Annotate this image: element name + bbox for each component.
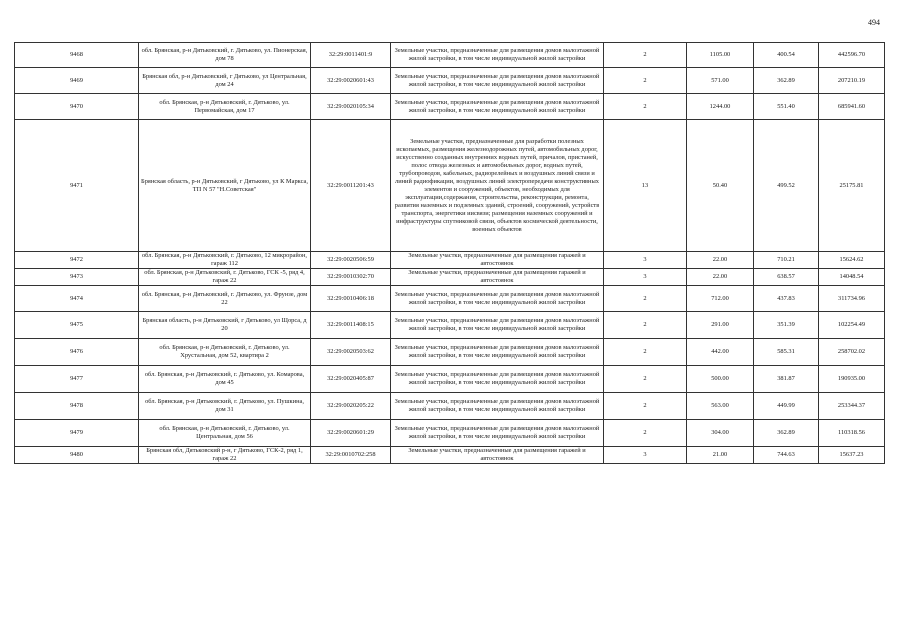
- group-cell: 2: [604, 339, 687, 366]
- area-cell: 1244.00: [687, 94, 754, 120]
- row-number-cell: 9470: [15, 94, 139, 120]
- area-cell: 21.00: [687, 447, 754, 464]
- table-row: [15, 94, 885, 120]
- cadastral-number-cell: 32:29:0020205:22: [311, 393, 391, 420]
- table-row: [15, 312, 885, 339]
- rate-cell: 638.57: [754, 269, 819, 286]
- land-use-cell: Земельные участки, предназначенные для размещения гаражей и автостоянок: [391, 252, 604, 269]
- address-cell: Брянская обл, р-н Дятьковский, г Дятьково, ул Центральная, дом 24: [139, 68, 311, 94]
- land-use-cell: Земельные участки, предназначенные для размещения домов малоэтажной жилой застройки, в том числе индивидуальной жилой застройки: [391, 420, 604, 447]
- cadastral-value-cell: 258702.02: [819, 339, 885, 366]
- row-number-cell: 9474: [15, 286, 139, 312]
- rate-cell: 551.40: [754, 94, 819, 120]
- cadastral-value-cell: 14048.54: [819, 269, 885, 286]
- rate-cell: 499.52: [754, 120, 819, 252]
- row-number-cell: 9476: [15, 339, 139, 366]
- table-row: [15, 252, 885, 269]
- rate-cell: 400.54: [754, 43, 819, 68]
- land-use-cell: Земельные участки, предназначенные для размещения домов малоэтажной жилой застройки, в том числе индивидуальной жилой застройки: [391, 68, 604, 94]
- land-use-cell: Земельные участки, предназначенные для размещения домов малоэтажной жилой застройки, в том числе индивидуальной жилой застройки: [391, 43, 604, 68]
- group-cell: 3: [604, 447, 687, 464]
- land-use-cell: Земельные участки, предназначенные для разработки полезных ископаемых, размещения железнодорожных путей, автомобильных дорог, искусственно созданных внутренних водных путей, причалов, пристаней, полос отвода железных и автомобильных дорог, водных путей, трубопроводов, кабельных, радиорелейных и воздушных линий связи и линий радиофикации, воздушных линий электропередачи конструктивных элементов и сооружений, объектов, необходимых для эксплуатации,содержания, строительства, реконструкции, ремонта, развития наземных и подземных зданий, строений, сооружений, устройств транспорта, энергетики иисвязи; размещения наземных сооружений и инфраструктуры спутниковой связи, объектов космической деятельности, военных объектов: [391, 120, 604, 252]
- cadastral-value-cell: 110318.56: [819, 420, 885, 447]
- cadastral-number-cell: 32:29:0010302:70: [311, 269, 391, 286]
- rate-cell: 710.21: [754, 252, 819, 269]
- area-cell: 712.00: [687, 286, 754, 312]
- address-cell: обл. Брянская, р-н Дятьковский, г. Дятьково, ул. Хрустальная, дом 52, квартира 2: [139, 339, 311, 366]
- table-row: [15, 447, 885, 464]
- group-cell: 2: [604, 393, 687, 420]
- address-cell: обл. Брянская, р-н Дятьковский, г. Дятьково, ул. Центральная, дом 56: [139, 420, 311, 447]
- cadastral-register-table: [14, 42, 885, 464]
- area-cell: 571.00: [687, 68, 754, 94]
- rate-cell: 449.99: [754, 393, 819, 420]
- address-cell: обл. Брянская, р-н Дятьковский, г. Дятьково, ул. Пионерская, дом 78: [139, 43, 311, 68]
- land-use-cell: Земельные участки, предназначенные для размещения домов малоэтажной жилой застройки, в том числе индивидуальной жилой застройки: [391, 312, 604, 339]
- cadastral-value-cell: 685941.60: [819, 94, 885, 120]
- area-cell: 291.00: [687, 312, 754, 339]
- group-cell: 2: [604, 366, 687, 393]
- cadastral-number-cell: 32:29:0020105:34: [311, 94, 391, 120]
- group-cell: 2: [604, 43, 687, 68]
- area-cell: 500.00: [687, 366, 754, 393]
- land-use-cell: Земельные участки, предназначенные для размещения домов малоэтажной жилой застройки, в том числе индивидуальной жилой застройки: [391, 366, 604, 393]
- address-cell: обл. Брянская, р-н Дятьковский, г. Дятьково, ул. Первомайская, дом 17: [139, 94, 311, 120]
- cadastral-value-cell: 15624.62: [819, 252, 885, 269]
- row-number-cell: 9472: [15, 252, 139, 269]
- group-cell: 13: [604, 120, 687, 252]
- cadastral-number-cell: 32:29:0011401:9: [311, 43, 391, 68]
- row-number-cell: 9478: [15, 393, 139, 420]
- cadastral-number-cell: 32:29:0010406:18: [311, 286, 391, 312]
- land-use-cell: Земельные участки, предназначенные для размещения гаражей и автостоянок: [391, 269, 604, 286]
- row-number-cell: 9473: [15, 269, 139, 286]
- table-row: [15, 269, 885, 286]
- cadastral-value-cell: 25175.81: [819, 120, 885, 252]
- table-row: [15, 393, 885, 420]
- land-use-cell: Земельные участки, предназначенные для размещения домов малоэтажной жилой застройки, в том числе индивидуальной жилой застройки: [391, 339, 604, 366]
- area-cell: 1105.00: [687, 43, 754, 68]
- table-row: [15, 420, 885, 447]
- table-row: [15, 366, 885, 393]
- cadastral-value-cell: 253344.37: [819, 393, 885, 420]
- rate-cell: 381.87: [754, 366, 819, 393]
- address-cell: обл. Брянская, р-н Дятьковский, г. Дятьково, ул. Комарова, дом 45: [139, 366, 311, 393]
- land-use-cell: Земельные участки, предназначенные для размещения гаражей и автостоянок: [391, 447, 604, 464]
- row-number-cell: 9479: [15, 420, 139, 447]
- cadastral-number-cell: 32:29:0011408:15: [311, 312, 391, 339]
- rate-cell: 362.89: [754, 420, 819, 447]
- address-cell: Брянская обл, Дятьковский р-н, г Дятьково, ГСК-2, ряд 1, гараж 22: [139, 447, 311, 464]
- group-cell: 2: [604, 94, 687, 120]
- group-cell: 2: [604, 312, 687, 339]
- cadastral-number-cell: 32:29:0020506:59: [311, 252, 391, 269]
- address-cell: обл. Брянская, р-н Дятьковский, г. Дятьково, ул. Пушкина, дом 31: [139, 393, 311, 420]
- address-cell: обл. Брянская, р-н Дятьковский, г. Дятьково, ГСК -5, ряд 4, гараж 22: [139, 269, 311, 286]
- cadastral-number-cell: 32:29:0020601:29: [311, 420, 391, 447]
- cadastral-value-cell: 15637.23: [819, 447, 885, 464]
- row-number-cell: 9468: [15, 43, 139, 68]
- cadastral-value-cell: 190935.00: [819, 366, 885, 393]
- table-row: [15, 286, 885, 312]
- rate-cell: 744.63: [754, 447, 819, 464]
- group-cell: 3: [604, 269, 687, 286]
- rate-cell: 585.31: [754, 339, 819, 366]
- cadastral-number-cell: 32:29:0020503:62: [311, 339, 391, 366]
- rate-cell: 437.83: [754, 286, 819, 312]
- cadastral-value-cell: 442596.70: [819, 43, 885, 68]
- cadastral-value-cell: 207210.19: [819, 68, 885, 94]
- row-number-cell: 9477: [15, 366, 139, 393]
- address-cell: обл. Брянская, р-н Дятьковский, г. Дятьково, ул. Фрунзе, дом 22: [139, 286, 311, 312]
- row-number-cell: 9475: [15, 312, 139, 339]
- table-row: [15, 120, 885, 252]
- table-row: [15, 68, 885, 94]
- table-row: [15, 43, 885, 68]
- land-use-cell: Земельные участки, предназначенные для размещения домов малоэтажной жилой застройки, в том числе индивидуальной жилой застройки: [391, 94, 604, 120]
- area-cell: 442.00: [687, 339, 754, 366]
- address-cell: Брянская область, р-н Дятьковский, г Дятьково, ул К Маркса, ТП N 57 "Н.Советская": [139, 120, 311, 252]
- area-cell: 22.00: [687, 252, 754, 269]
- rate-cell: 351.39: [754, 312, 819, 339]
- area-cell: 22.00: [687, 269, 754, 286]
- area-cell: 50.40: [687, 120, 754, 252]
- area-cell: 304.00: [687, 420, 754, 447]
- land-use-cell: Земельные участки, предназначенные для размещения домов малоэтажной жилой застройки, в том числе индивидуальной жилой застройки: [391, 286, 604, 312]
- cadastral-number-cell: 32:29:0010702:258: [311, 447, 391, 464]
- rate-cell: 362.89: [754, 68, 819, 94]
- cadastral-value-cell: 102254.49: [819, 312, 885, 339]
- row-number-cell: 9471: [15, 120, 139, 252]
- address-cell: обл. Брянская, р-н Дятьковский, г. Дятьково, 12 микрорайон, гараж 112: [139, 252, 311, 269]
- row-number-cell: 9480: [15, 447, 139, 464]
- table-row: [15, 339, 885, 366]
- group-cell: 2: [604, 420, 687, 447]
- address-cell: Брянская область, р-н Дятьковский, г Дятьково, ул Щорса, д 20: [139, 312, 311, 339]
- area-cell: 563.00: [687, 393, 754, 420]
- cadastral-number-cell: 32:29:0020405:87: [311, 366, 391, 393]
- group-cell: 2: [604, 286, 687, 312]
- cadastral-value-cell: 311734.96: [819, 286, 885, 312]
- row-number-cell: 9469: [15, 68, 139, 94]
- cadastral-number-cell: 32:29:0011201:43: [311, 120, 391, 252]
- group-cell: 2: [604, 68, 687, 94]
- cadastral-number-cell: 32:29:0020601:43: [311, 68, 391, 94]
- group-cell: 3: [604, 252, 687, 269]
- land-use-cell: Земельные участки, предназначенные для размещения домов малоэтажной жилой застройки, в том числе индивидуальной жилой застройки: [391, 393, 604, 420]
- page-number: 494: [868, 18, 880, 27]
